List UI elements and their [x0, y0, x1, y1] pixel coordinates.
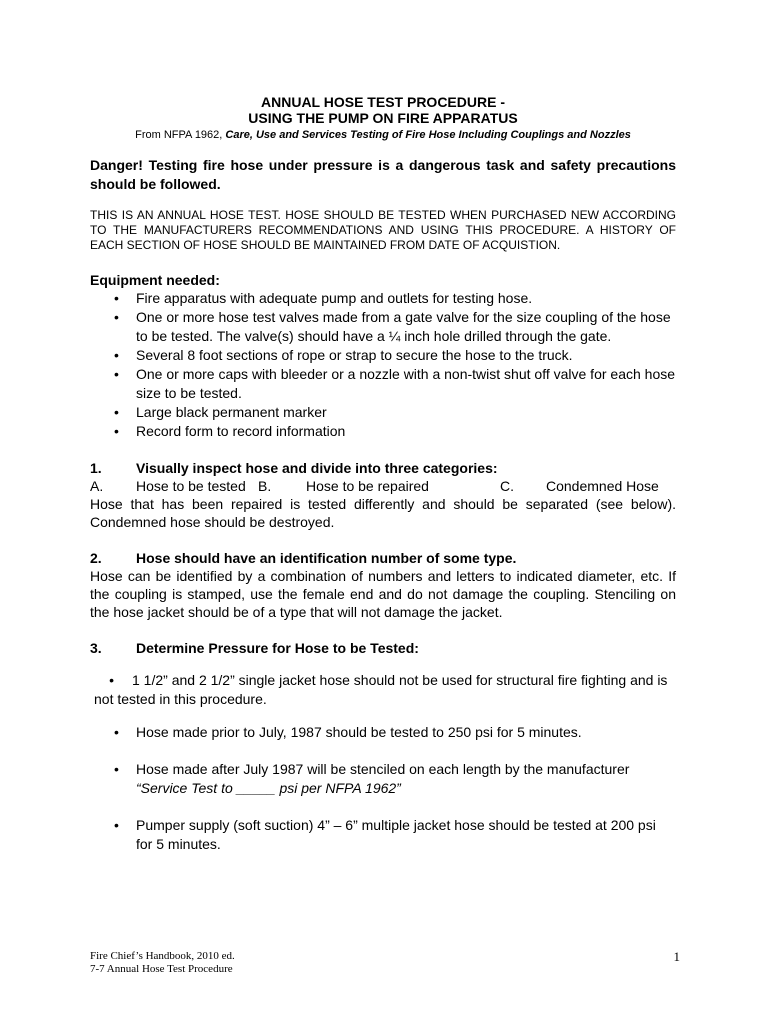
page-footer [90, 950, 680, 976]
list-item: • One or more hose test valves made from a gate valve for the size coupling of the hose to be tested. The valve(s) should have a ¼ inch hole drilled through the gate. [114, 309, 671, 344]
equipment-list [90, 289, 676, 441]
source-title: Care, Use and Services Testing of Fire Hose Including Couplings and Nozzles [225, 129, 631, 141]
list-item: • Hose made prior to July, 1987 should be tested to 250 psi for 5 minutes. [114, 724, 582, 740]
section-3-heading: 3. Determine Pressure for Hose to be Tested: [90, 640, 419, 656]
section-2-text: Hose can be identified by a combination of numbers and letters to indicated diameter, etc. If the coupling is stamped, use the female end and do not damage the coupling. Stenciling on the hose jacket should be of a type that will not damage the jacket. [90, 568, 676, 620]
source-prefix: From NFPA 1962, [135, 129, 226, 141]
category-a: Hose to be tested [136, 478, 246, 494]
title-line-1: ANNUAL HOSE TEST PROCEDURE - [261, 94, 505, 110]
category-c: Condemned Hose [546, 478, 659, 494]
footer-line-2: 7-7 Annual Hose Test Procedure [90, 963, 233, 975]
section-2-heading: 2. Hose should have an identification number of some type. [90, 550, 517, 566]
section-1-heading: 1. Visually inspect hose and divide into three categories: [90, 460, 498, 476]
equipment-heading: Equipment needed: [90, 272, 220, 288]
bullet-icon: • [114, 761, 119, 777]
bullet-icon: • [109, 672, 114, 688]
category-row [90, 477, 676, 495]
list-item: • Several 8 foot sections of rope or strap to secure the hose to the truck. [114, 347, 573, 363]
service-test-stencil: “Service Test to _____ psi per NFPA 1962” [136, 780, 401, 796]
page-content [90, 94, 676, 854]
list-item: • Large black permanent marker [114, 404, 327, 420]
title-line-2: USING THE PUMP ON FIRE APPARATUS [248, 110, 518, 126]
list-item: • Hose made after July 1987 will be stenciled on each length by the manufacturer “Service Test to _____ psi per NFPA 1962” [114, 761, 630, 796]
bullet-icon: • [114, 366, 119, 382]
bullet-icon: • [114, 817, 119, 833]
section-3-bullet-1: • 1 1/2” and 2 1/2” single jacket hose should not be used for structural fire fighting and is not tested in this procedure. [90, 671, 676, 709]
bullet-icon: • [114, 404, 119, 420]
category-c-letter: C. [500, 478, 514, 494]
page-number: 1 [673, 949, 680, 964]
category-a-letter: A. [90, 478, 104, 494]
danger-warning: Danger! Testing fire hose under pressure is a dangerous task and safety precautions should be followed. [90, 157, 676, 192]
category-b: Hose to be repaired [306, 478, 429, 494]
section-3-list [90, 723, 676, 854]
bullet-icon: • [114, 724, 119, 740]
section-1-text: Hose that has been repaired is tested differently and should be separated (see below). Condemned hose should be destroyed. [90, 496, 676, 530]
bullet-icon: • [114, 423, 119, 439]
bullet-icon: • [114, 290, 119, 306]
source-citation [90, 128, 676, 142]
list-item: • Record form to record information [114, 423, 346, 439]
footer-line-1: Fire Chief’s Handbook, 2010 ed. [90, 950, 235, 962]
bullet-icon: • [114, 347, 119, 363]
intro-paragraph: THIS IS AN ANNUAL HOSE TEST. HOSE SHOULD BE TESTED WHEN PURCHASED NEW ACCORDING TO THE MANUFACTURERS RECOMMENDATIONS AND USING THIS PROCEDURE. A HISTORY OF EACH SECTION OF HOSE SHOULD BE MAINTAINED FROM DATE OF ACQUISTION. [90, 208, 676, 252]
category-b-letter: B. [258, 478, 272, 494]
bullet-icon: • [114, 309, 119, 325]
list-item: • One or more caps with bleeder or a nozzle with a non-twist shut off valve for each hose size to be tested. [114, 366, 676, 401]
list-item: • Fire apparatus with adequate pump and outlets for testing hose. [114, 290, 533, 306]
list-item: • Pumper supply (soft suction) 4” – 6” multiple jacket hose should be tested at 200 psi for 5 minutes. [114, 817, 656, 852]
